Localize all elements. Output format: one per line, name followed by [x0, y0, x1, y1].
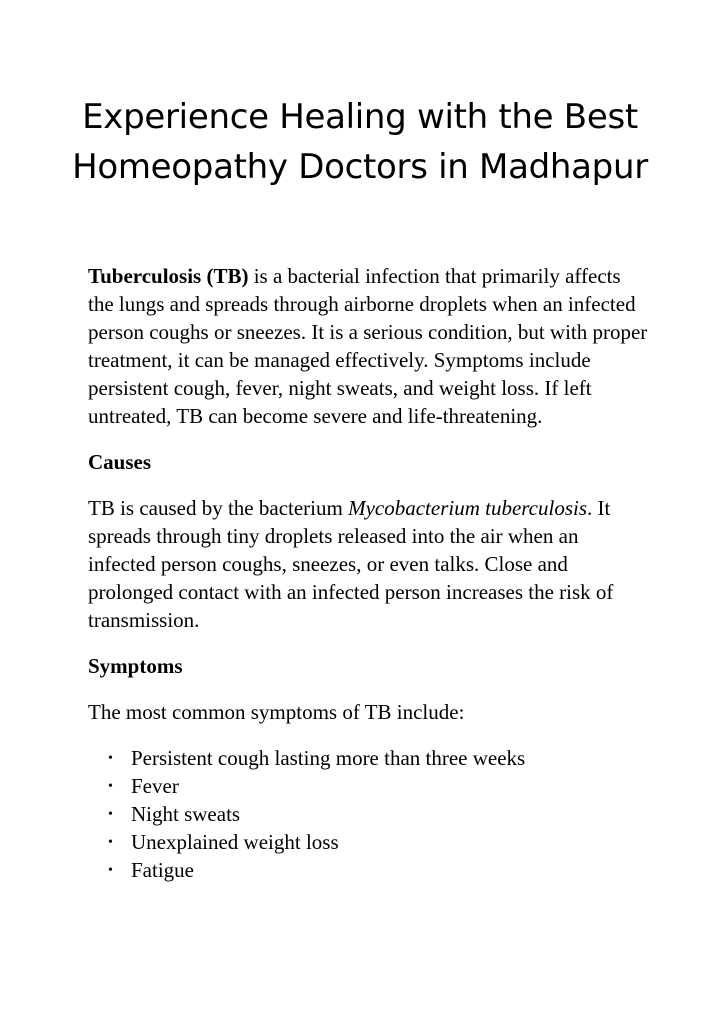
intro-paragraph — [88, 262, 648, 430]
bullet-icon: • — [108, 835, 113, 850]
symptom-text: Unexplained weight loss — [131, 830, 339, 854]
document-title: Experience Healing with the Best Homeopathy Doctors in Madhapur — [72, 97, 648, 187]
symptoms-lead: The most common symptoms of TB include: — [88, 700, 465, 724]
intro-text: is a bacterial infection that primarily affects the lungs and spreads through airborne droplets when an infected person coughs or sneezes. It is a serious condition, but with proper treatment, it can be managed effectively. Symptoms include persistent cough, fever, night sweats, and weight loss. If left untreated, TB can become severe and life-threatening. — [88, 264, 648, 428]
list-item — [88, 744, 648, 772]
causes-text-before: TB is caused by the bacterium — [88, 496, 349, 520]
causes-paragraph — [88, 494, 648, 634]
document-body — [88, 262, 648, 884]
list-item — [88, 772, 648, 800]
causes-organism: Mycobacterium tuberculosis — [348, 496, 588, 520]
symptoms-list — [88, 744, 648, 884]
bullet-icon: • — [108, 751, 113, 766]
symptom-text: Night sweats — [131, 802, 241, 826]
symptoms-heading: Symptoms — [88, 654, 183, 678]
causes-text-after: . It spreads through tiny droplets released into the air when an infected person coughs, sneezes, or even talks. Close and prolonged contact with an infected person increases the risk of transmission. — [88, 496, 614, 632]
causes-heading: Causes — [88, 450, 152, 474]
intro-term: Tuberculosis (TB) — [88, 264, 249, 288]
list-item — [88, 828, 648, 856]
bullet-icon: • — [108, 779, 113, 794]
list-item — [88, 800, 648, 828]
bullet-icon: • — [108, 807, 113, 822]
bullet-icon: • — [108, 863, 113, 878]
list-item — [88, 856, 648, 884]
symptom-text: Fever — [131, 774, 179, 798]
symptom-text: Fatigue — [131, 858, 194, 882]
symptom-text: Persistent cough lasting more than three weeks — [131, 746, 526, 770]
